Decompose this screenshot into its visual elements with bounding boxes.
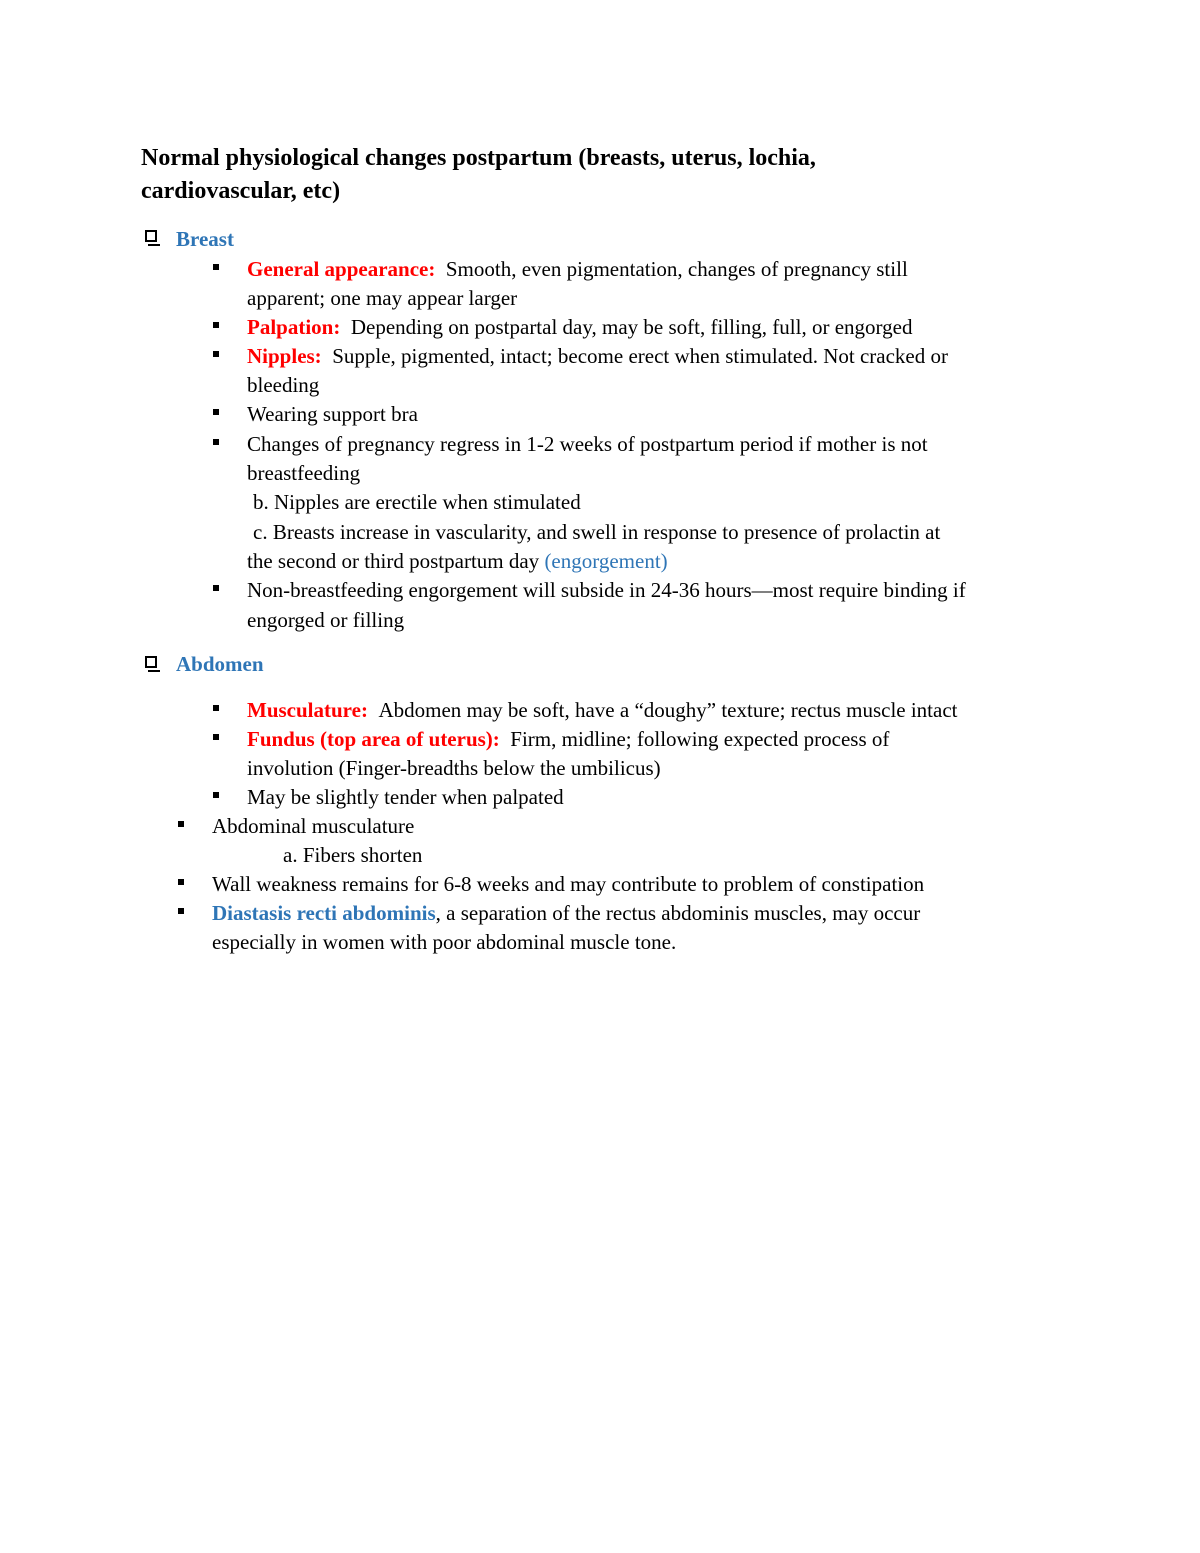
- item-text: Depending on postpartal day, may be soft, filling, full, or engorged: [350, 315, 913, 339]
- item-text: Abdomen may be soft, have a “doughy” texture; rectus muscle intact: [378, 698, 958, 722]
- bullet-icon: [213, 792, 219, 798]
- bullet-icon: [213, 439, 219, 445]
- engorgement-term: (engorgement): [544, 549, 668, 573]
- list-item-tender: May be slightly tender when palpated: [247, 785, 564, 809]
- section-heading-breast: Breast: [176, 227, 234, 251]
- item-text: , a separation of the rectus abdominis muscles, may occur: [435, 901, 921, 925]
- sub-item-a: a. Fibers shorten: [283, 843, 423, 867]
- item-label: Nipples:: [247, 344, 322, 368]
- list-item-musculature: [247, 696, 958, 725]
- item-label: Musculature:: [247, 698, 368, 722]
- page-title: [141, 142, 1001, 208]
- item-text: the second or third postpartum day: [247, 549, 540, 573]
- bullet-icon: [213, 322, 219, 328]
- list-item-fundus: [247, 725, 889, 754]
- list-item-wall-weakness: Wall weakness remains for 6-8 weeks and may contribute to problem of constipation: [212, 872, 925, 896]
- bullet-icon: [178, 879, 184, 885]
- bullet-icon: [213, 585, 219, 591]
- list-item-non-breastfeeding: Non-breastfeeding engorgement will subside in 24-36 hours—most require binding if: [247, 578, 966, 602]
- diastasis-term: Diastasis recti abdominis: [212, 901, 436, 925]
- list-item-continuation: bleeding: [247, 373, 320, 397]
- list-item-continuation: engorged or filling: [247, 608, 405, 632]
- item-text: Firm, midline; following expected process of: [510, 727, 890, 751]
- item-text: Supple, pigmented, intact; become erect when stimulated. Not cracked or: [332, 344, 948, 368]
- item-label: Fundus (top area of uterus):: [247, 727, 500, 751]
- list-item-support-bra: Wearing support bra: [247, 402, 418, 426]
- title-line-1: Normal physiological changes postpartum (breasts, uterus, lochia,: [141, 145, 816, 171]
- bullet-icon: [213, 351, 219, 357]
- sub-item-c: c. Breasts increase in vascularity, and swell in response to presence of prolactin at: [253, 520, 941, 544]
- bullet-icon: [213, 409, 219, 415]
- bullet-icon: [213, 734, 219, 740]
- bullet-icon: [178, 821, 184, 827]
- list-item-regress: Changes of pregnancy regress in 1-2 weeks of postpartum period if mother is not: [247, 432, 928, 456]
- bullet-icon: [213, 264, 219, 270]
- list-item-palpation: [247, 313, 912, 342]
- bullet-icon: [213, 705, 219, 711]
- list-item-abdominal-musculature: Abdominal musculature: [212, 814, 415, 838]
- item-label: General appearance:: [247, 257, 436, 281]
- sub-item-b: b. Nipples are erectile when stimulated: [253, 490, 581, 514]
- item-label: Palpation:: [247, 315, 341, 339]
- list-item-general-appearance: [247, 255, 908, 284]
- list-item-diastasis: [212, 899, 920, 928]
- section-heading-abdomen: Abdomen: [176, 652, 264, 676]
- list-item-nipples: [247, 342, 948, 371]
- bullet-icon: [178, 908, 184, 914]
- checkbox-icon: [145, 656, 157, 668]
- sub-item-c-continuation: [247, 547, 668, 576]
- list-item-continuation: especially in women with poor abdominal muscle tone.: [212, 930, 677, 954]
- list-item-continuation: involution (Finger-breadths below the umbilicus): [247, 756, 661, 780]
- item-text: Smooth, even pigmentation, changes of pregnancy still: [445, 257, 908, 281]
- title-line-2: cardiovascular, etc): [141, 178, 341, 204]
- checkbox-icon: [145, 230, 157, 242]
- list-item-continuation: breastfeeding: [247, 461, 361, 485]
- list-item-continuation: apparent; one may appear larger: [247, 286, 518, 310]
